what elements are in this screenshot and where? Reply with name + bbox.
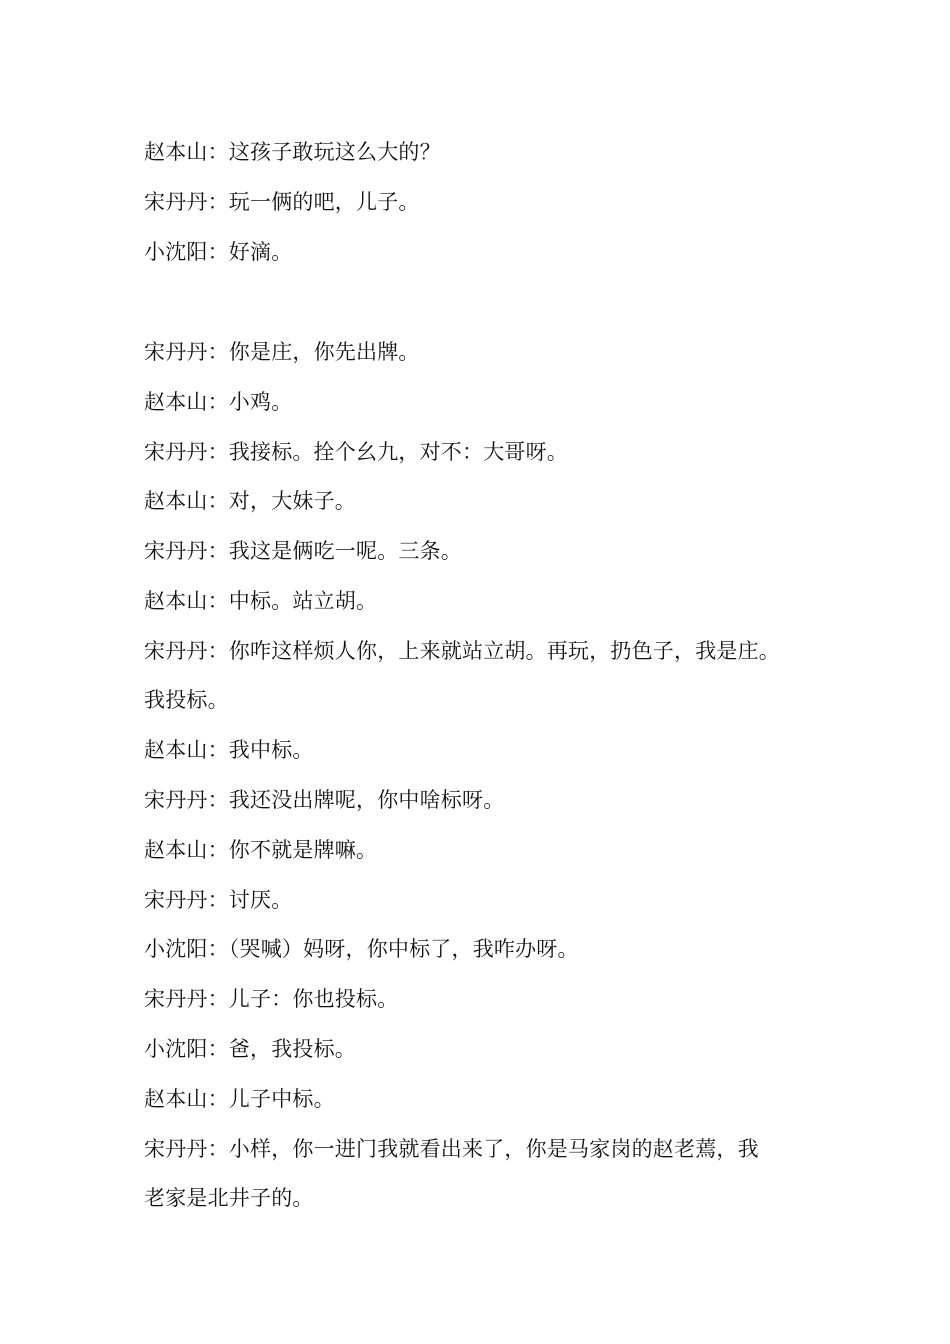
dialogue-line: 宋丹丹：我接标。拴个幺九，对不：大哥呀。 — [144, 440, 568, 464]
dialogue-line: 宋丹丹：儿子：你也投标。 — [144, 987, 399, 1011]
dialogue-line: 赵本山：对，大妹子。 — [144, 489, 356, 513]
dialogue-line: 小沈阳：爸，我投标。 — [144, 1037, 356, 1061]
dialogue-line: 宋丹丹：我还没出牌呢，你中啥标呀。 — [144, 788, 505, 812]
dialogue-line: 小沈阳：好滴。 — [144, 240, 293, 264]
dialogue-line-continuation: 老家是北井子的。 — [144, 1186, 314, 1210]
dialogue-line: 赵本山：我中标。 — [144, 738, 314, 762]
dialogue-line: 赵本山：中标。站立胡。 — [144, 589, 378, 613]
dialogue-line: 赵本山：这孩子敢玩这么大的？ — [144, 140, 441, 164]
dialogue-line: 宋丹丹：我这是俩吃一呢。三条。 — [144, 539, 462, 563]
dialogue-line: 宋丹丹：小样，你一进门我就看出来了，你是马家岗的赵老蔫，我 — [144, 1137, 759, 1161]
dialogue-line: 宋丹丹：讨厌。 — [144, 888, 293, 912]
dialogue-line: 宋丹丹：你是庄，你先出牌。 — [144, 340, 420, 364]
dialogue-line: 赵本山：小鸡。 — [144, 390, 293, 414]
dialogue-line: 赵本山：儿子中标。 — [144, 1087, 335, 1111]
dialogue-line-continuation: 我投标。 — [144, 688, 229, 712]
dialogue-line: 赵本山：你不就是牌嘛。 — [144, 838, 378, 862]
dialogue-line: 宋丹丹：玩一俩的吧，儿子。 — [144, 190, 420, 214]
dialogue-line: 小沈阳：（哭喊）妈呀，你中标了，我咋办呀。 — [144, 937, 579, 961]
dialogue-line: 宋丹丹：你咋这样烦人你，上来就站立胡。再玩，扔色子，我是庄。 — [144, 639, 780, 663]
